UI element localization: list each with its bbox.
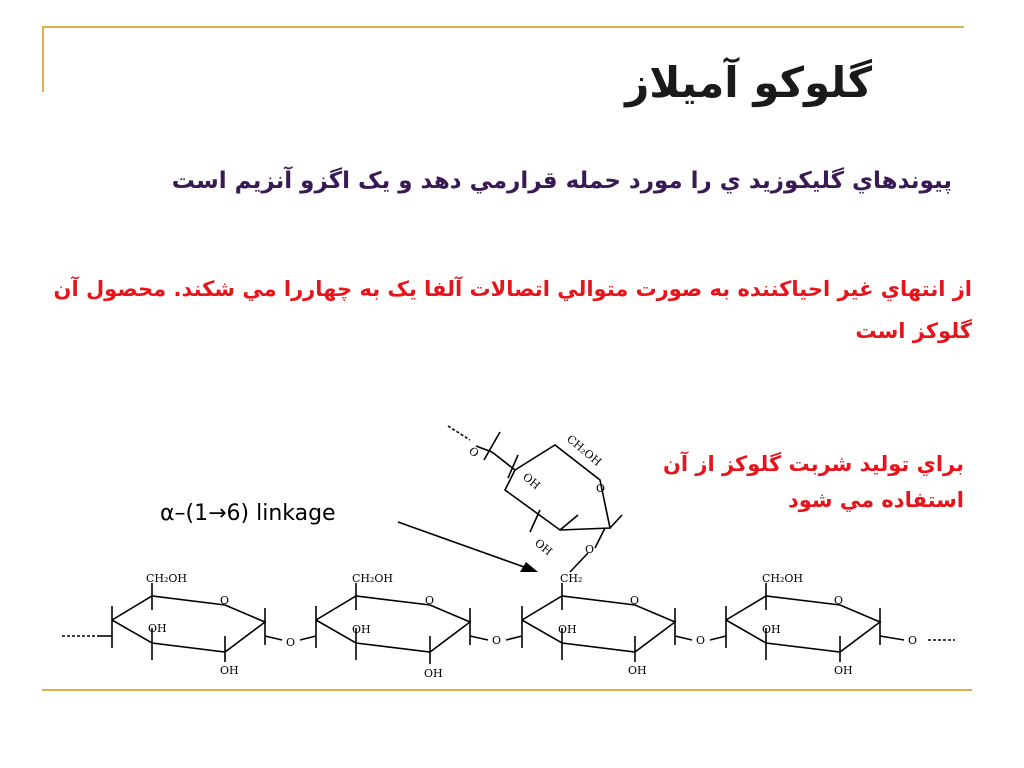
ring-oxygen-label: O bbox=[630, 594, 640, 607]
glycosidic-oxygen-label: O bbox=[466, 444, 482, 461]
ring-oxygen-label: O bbox=[596, 482, 606, 495]
oh-label: OH bbox=[148, 622, 167, 635]
ch2oh-label: CH₂OH bbox=[762, 572, 804, 585]
glycosidic-oxygen-label: O bbox=[492, 634, 502, 647]
oh-label: OH bbox=[834, 664, 853, 677]
linkage-label: α–(1→6) linkage bbox=[160, 501, 336, 526]
glycosidic-oxygen-label: O bbox=[908, 634, 918, 647]
glycosidic-oxygen-label: O bbox=[696, 634, 706, 647]
main-chain bbox=[62, 426, 955, 664]
linkage-oxygen-label: O bbox=[585, 543, 595, 556]
ring-labels bbox=[146, 432, 917, 680]
oh-label: OH bbox=[520, 470, 543, 493]
ring-oxygen-label: O bbox=[834, 594, 844, 607]
oh-label: OH bbox=[558, 623, 577, 636]
oh-label: OH bbox=[424, 667, 443, 680]
glycosidic-oxygen-label: O bbox=[286, 636, 296, 649]
oh-label: OH bbox=[628, 664, 647, 677]
ring-oxygen-label: O bbox=[425, 594, 435, 607]
ch2-label: CH₂ bbox=[560, 572, 583, 585]
oh-label: OH bbox=[352, 623, 371, 636]
description-text: از انتهاي غير احياکننده به صورت متوالي اتصالات آلفا يک به چهاررا مي شکند. محصول آن گلوکز است bbox=[53, 277, 972, 343]
oh-label: OH bbox=[762, 623, 781, 636]
slide-title: گلوکو آميلاز bbox=[625, 58, 872, 107]
oh-label: OH bbox=[220, 664, 239, 677]
side-note-text: براي توليد شربت گلوکز از آن استفاده مي شود bbox=[662, 452, 964, 512]
oh-label: OH bbox=[532, 536, 555, 559]
slide-subtitle: پيوندهاي گليکوزيد ي را مورد حمله قرارمي دهد و يک اگزو آنزيم است bbox=[171, 168, 952, 194]
ch2oh-label: CH₂OH bbox=[564, 432, 604, 469]
ring-oxygen-label: O bbox=[220, 594, 230, 607]
ch2oh-label: CH₂OH bbox=[352, 572, 394, 585]
ch2oh-label: CH₂OH bbox=[146, 572, 188, 585]
linkage-arrow bbox=[398, 522, 538, 572]
